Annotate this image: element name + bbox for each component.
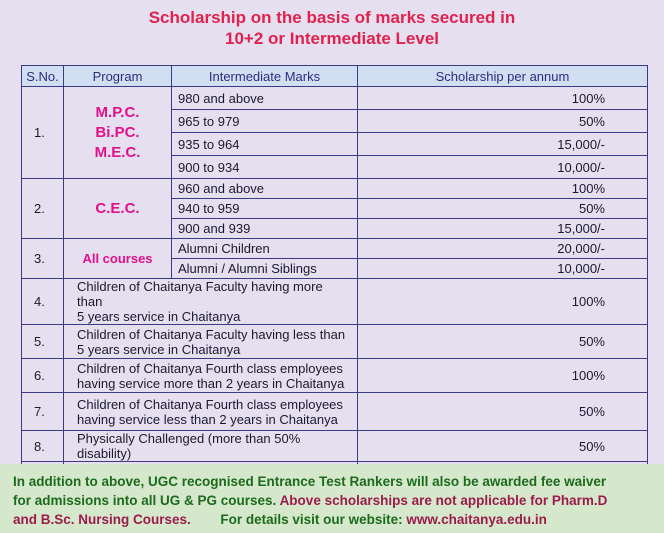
description-line-2: having service less than 2 years in Chaitanya	[77, 411, 338, 427]
table-row	[22, 359, 648, 393]
description-cell	[64, 393, 358, 431]
header-program: Program	[64, 66, 172, 87]
sno-cell: 4.	[22, 279, 64, 325]
footer-line-2	[13, 491, 664, 510]
description-cell	[64, 279, 358, 325]
table-row	[22, 179, 648, 199]
footer-details-text: For details visit our website:	[220, 512, 403, 527]
amount-cell: 100%	[358, 279, 648, 325]
marks-cell: 935 to 964	[172, 133, 358, 156]
amount-cell: 50%	[358, 325, 648, 359]
amount-cell: 50%	[358, 393, 648, 431]
marks-cell: 900 to 934	[172, 156, 358, 179]
table-row	[22, 431, 648, 462]
header-sno: S.No.	[22, 66, 64, 87]
header-marks: Intermediate Marks	[172, 66, 358, 87]
program-bipc: Bi.PC.	[95, 123, 140, 141]
amount-cell: 100%	[358, 359, 648, 393]
table-header-row	[22, 66, 648, 87]
amount-cell: 50%	[358, 199, 648, 219]
table-row	[22, 87, 648, 110]
website-link[interactable]: www.chaitanya.edu.in	[406, 512, 547, 527]
description-cell: Physically Challenged (more than 50% disability)	[64, 431, 358, 462]
description-line-2: 5 years service in Chaitanya	[77, 341, 241, 357]
amount-cell: 50%	[358, 110, 648, 133]
amount-cell: 10,000/-	[358, 156, 648, 179]
title-line-2: 10+2 or Intermediate Level	[224, 29, 440, 48]
amount-cell: 15,000/-	[358, 219, 648, 239]
scholarship-table	[21, 65, 648, 480]
marks-cell: 965 to 979	[172, 110, 358, 133]
program-all-courses: All courses	[64, 239, 172, 279]
table-row	[22, 279, 648, 325]
program-cell	[64, 87, 172, 179]
footer-line-1: In addition to above, UGC recognised Entrance Test Rankers will also be awarded fee waiver	[13, 474, 607, 489]
footer-note	[0, 464, 664, 533]
marks-cell: Alumni Children	[172, 239, 358, 259]
sno-cell: 2.	[22, 179, 64, 239]
table-row	[22, 325, 648, 359]
footer-line-3-maroon: and B.Sc. Nursing Courses.	[13, 512, 191, 527]
sno-cell: 3.	[22, 239, 64, 279]
description-line-1: Children of Chaitanya Faculty having less than	[77, 326, 346, 342]
sno-cell: 8.	[22, 431, 64, 462]
description-line-2: 5 years service in Chaitanya	[77, 309, 241, 324]
sno-cell: 7.	[22, 393, 64, 431]
marks-cell: Alumni / Alumni Siblings	[172, 259, 358, 279]
description-line-2: having service more than 2 years in Chaitanya	[77, 375, 345, 391]
description-line-1: Children of Chaitanya Fourth class employees	[77, 360, 343, 376]
description-line-1: Children of Chaitanya Fourth class employees	[77, 396, 343, 412]
footer-line-2-green: for admissions into all UG & PG courses.	[13, 493, 277, 508]
footer-line-3	[13, 510, 664, 529]
marks-cell: 980 and above	[172, 87, 358, 110]
table-row	[22, 393, 648, 431]
program-cec: C.E.C.	[64, 179, 172, 239]
sno-cell: 1.	[22, 87, 64, 179]
header-scholarship: Scholarship per annum	[358, 66, 648, 87]
marks-cell: 900 and 939	[172, 219, 358, 239]
description-cell	[64, 325, 358, 359]
amount-cell: 50%	[358, 431, 648, 462]
amount-cell: 20,000/-	[358, 239, 648, 259]
description-line-1: Children of Chaitanya Faculty having more than	[77, 279, 323, 309]
marks-cell: 940 to 959	[172, 199, 358, 219]
footer-line-2-maroon: Above scholarships are not applicable for Pharm.D	[279, 493, 608, 508]
program-mpc: M.P.C.	[95, 103, 140, 121]
program-mec: M.E.C.	[94, 143, 141, 161]
description-cell	[64, 359, 358, 393]
page-title	[0, 7, 664, 49]
amount-cell: 100%	[358, 179, 648, 199]
amount-cell: 100%	[358, 87, 648, 110]
marks-cell: 960 and above	[172, 179, 358, 199]
sno-cell: 6.	[22, 359, 64, 393]
table-row	[22, 239, 648, 259]
sno-cell: 5.	[22, 325, 64, 359]
amount-cell: 15,000/-	[358, 133, 648, 156]
amount-cell: 10,000/-	[358, 259, 648, 279]
title-line-1: Scholarship on the basis of marks secured in	[148, 8, 516, 27]
